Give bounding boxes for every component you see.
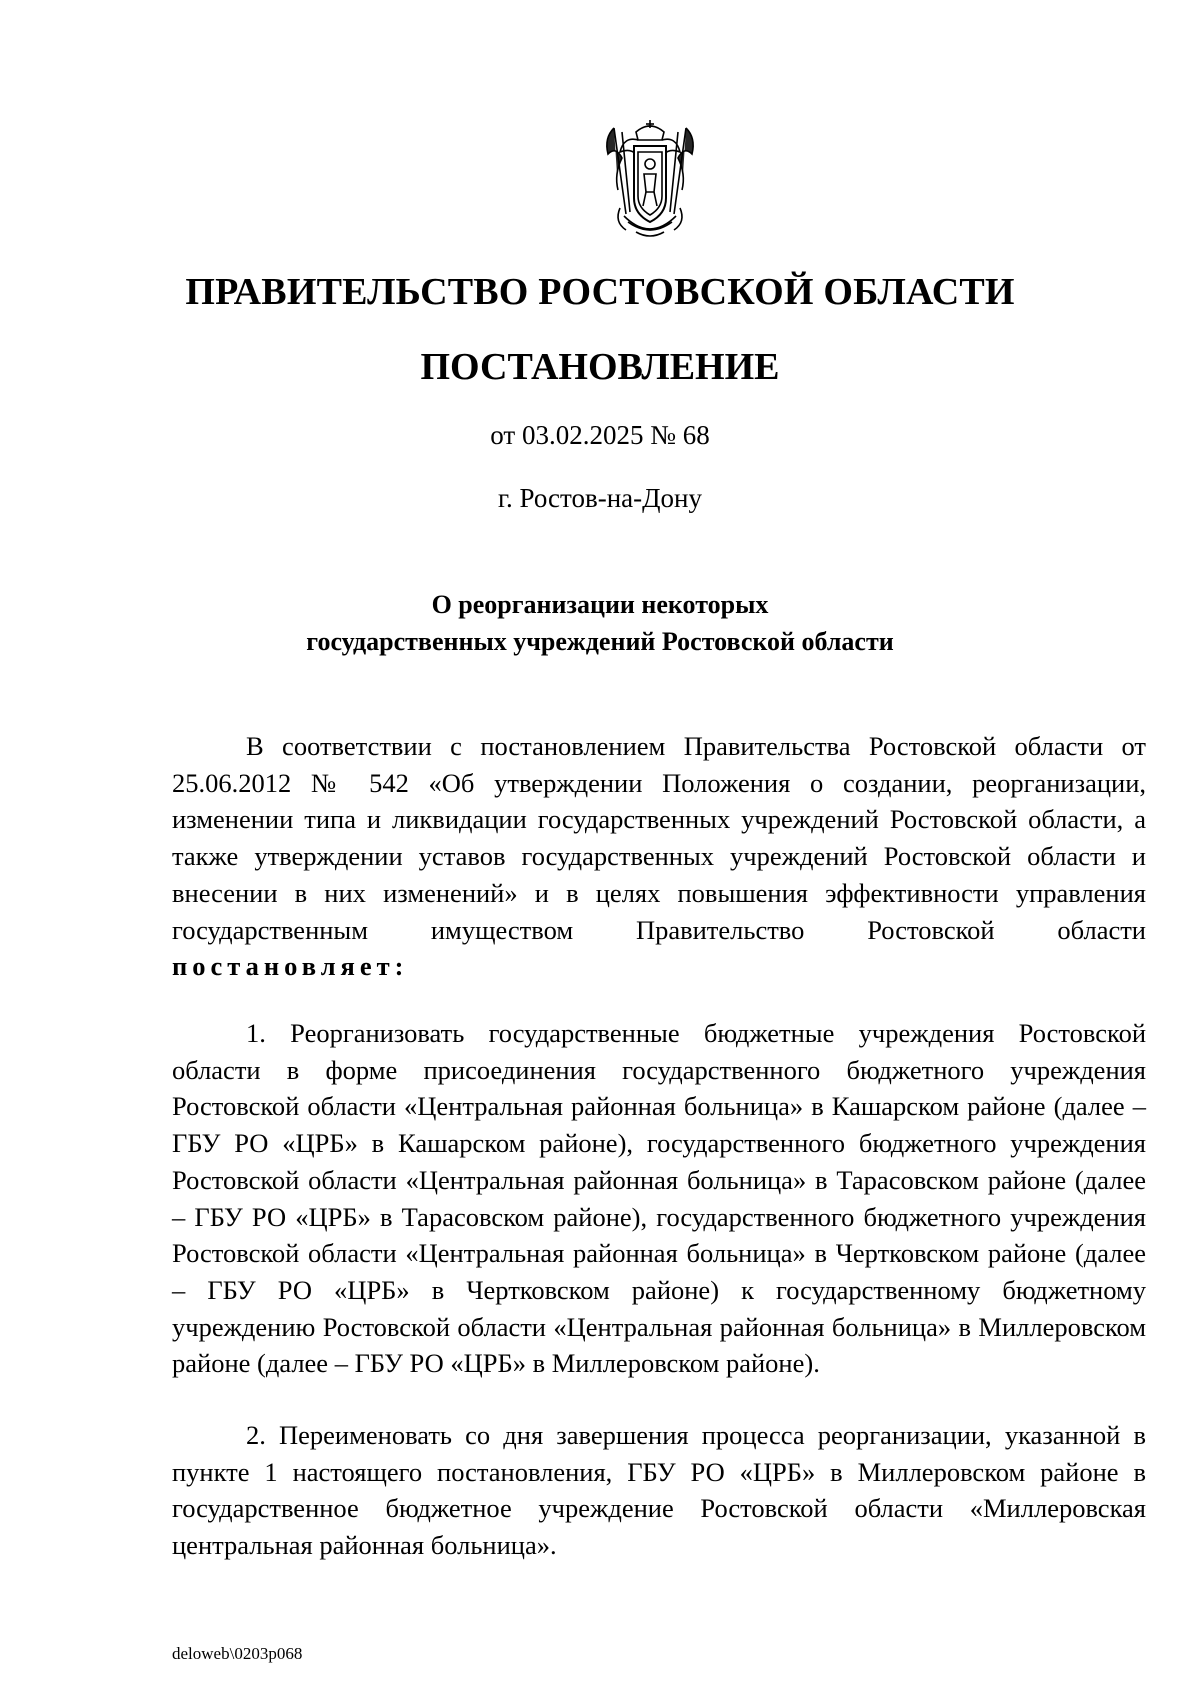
subject-line-1: О реорганизации некоторых [431,590,769,619]
footer-document-code: deloweb\0203р068 [172,1644,303,1663]
subject-line-2: государственных учреждений Ростовской области [306,627,894,656]
document-subject [0,586,1200,660]
item-1-paragraph: 1. Реорганизовать государственные бюджетные учреждения Ростовской области в форме присоединения государственного бюджетного учреждения Ростовской области «Центральная районная больница» в Кашарском районе (далее – ГБУ РО «ЦРБ» в Кашарском районе), государственного бюджетного учреждения Ростовской области «Центральная районная больница» в Тарасовском районе (далее – ГБУ РО «ЦРБ» в Тарасовском районе), государственного бюджетного учреждения Ростовской области «Центральная районная больница» в Чертковском районе (далее – ГБУ РО «ЦРБ» в Чертковском районе) к государственному бюджетному учреждению Ростовской области «Центральная районная больница» в Миллеровском районе (далее – ГБУ РО «ЦРБ» в Миллеровском районе). [172,1018,1146,1379]
item-1-block [172,1015,1146,1382]
intro-paragraph [172,728,1146,985]
government-title: ПРАВИТЕЛЬСТВО РОСТОВСКОЙ ОБЛАСТИ [185,271,1015,313]
intro-paragraph-block [172,728,1146,985]
intro-text: В соответствии с постановлением Правительства Ростовской области от 25.06.2012 № 542 «Об утверждении Положения о создании, реорганизации, изменении типа и ликвидации государственных учреждений Ростовской области, а также утверждении уставов государственных учреждений Ростовской области и внесении в них изменений» и в целях повышения эффективности управления государственным имуществом Правительство Ростовской области [172,731,1146,945]
decree-word: постановляет: [172,951,409,982]
item-2-paragraph: 2. Переименовать со дня завершения процесса реорганизации, указанной в пункте 1 настоящего постановления, ГБУ РО «ЦРБ» в Миллеровском районе в государственное бюджетное учреждение Ростовской области «Миллеровская центральная районная больница». [172,1420,1146,1561]
document-city: г. Ростов-на-Дону [497,483,702,513]
coat-of-arms-icon [600,118,700,242]
document-date-number: от 03.02.2025 № 68 [490,420,710,450]
item-2-block [172,1417,1146,1564]
document-type-title: ПОСТАНОВЛЕНИЕ [420,346,780,388]
